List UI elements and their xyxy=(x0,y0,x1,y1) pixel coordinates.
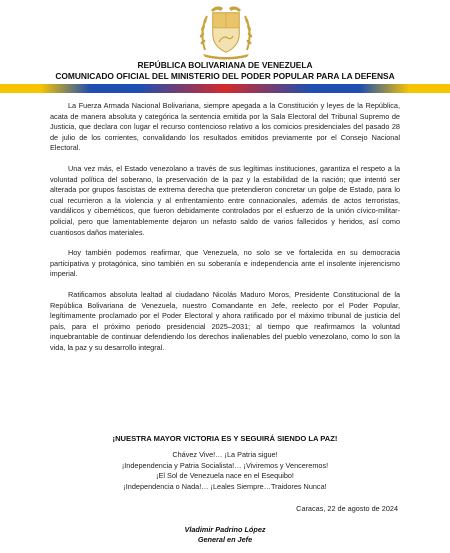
coat-of-arms-icon xyxy=(193,2,259,60)
slogan-line: Chávez Vive!… ¡La Patria sigue! xyxy=(172,450,278,459)
signatory-rank: General en Jefe xyxy=(197,535,253,544)
flag-stripe-right xyxy=(225,84,450,93)
signatory-name: Vladimir Padrino López xyxy=(184,525,266,534)
paragraph: Hoy también podemos reafirmar, que Venezuela, no solo se ve fortalecida en su democracia participativa y protagónica, sino también en su soberanía e independencia ante el insolente injerencismo imperial. xyxy=(50,248,400,279)
slogan-line: ¡Independencia y Patria Socialista!… ¡Viviremos y Venceremos! xyxy=(121,460,329,470)
header-republic: REPÚBLICA BOLIVARIANA DE VENEZUELA xyxy=(137,60,313,70)
communique-body xyxy=(50,101,400,363)
flag-stripe-left xyxy=(0,84,225,93)
paragraph: Ratificamos absoluta lealtad al ciudadano Nicolás Maduro Moros, Presidente Constitucional de la República Bolivariana de Venezuela, nuestro Comandante en Jefe, reelecto por el Poder Popular, legítimamente proclamado por el Poder Electoral y ahora ratificado por el máximo tribunal de justicia del país, para el próximo periodo presidencial 2025–2031; al tiempo que reafirmamos la voluntad inquebrantable de continuar defendiendo los derechos inalienables del pueblo venezolano, como lo son la vida, la paz y su desarrollo integral. xyxy=(50,289,400,352)
slogans-block xyxy=(0,450,450,492)
slogan-line: ¡El Sol de Venezuela nace en el Esequibo! xyxy=(156,471,294,481)
paragraph: La Fuerza Armada Nacional Bolivariana, siempre apegada a la Constitución y leyes de la República, acata de manera absoluta y categórica la sentencia emitida por la Sala Electoral del Tribunal Supremo de Justicia, que declara con lugar el recurso contencioso relativo a los comicios presidenciales del pasado 28 de julio de los corrientes, convalidando los resultados emitidos previamente por el Consejo Nacional Electoral. xyxy=(50,101,400,153)
paragraph: Una vez más, el Estado venezolano a través de sus legítimas instituciones, garantiza el respeto a la voluntad política del soberano, la preservación de la paz y la estabilidad de la nación; que intentó ser alterada por grupos fascistas de extrema derecha que pretendieron concretar un golpe de Estado, para lo cual recurrieron a la violencia y al enfrentamiento entre connacionales, además de actos terroristas, vandálicos y cibernéticos, que fueron debidamente controlados por el esfuerzo de la unión cívico-militar-policial, pero que lamentablemente dejaron un nefasto saldo de varios fallecidos y heridos, así como cuantiosos daños materiales. xyxy=(50,163,400,237)
header-communique-title: COMUNICADO OFICIAL DEL MINISTERIO DEL PODER POPULAR PARA LA DEFENSA xyxy=(55,71,395,81)
slogan-line: ¡Independencia o Nada!… ¡Leales Siempre…Traidores Nunca! xyxy=(123,481,327,491)
closing-motto: ¡NUESTRA MAYOR VICTORIA ES Y SEGUIRÁ SIENDO LA PAZ! xyxy=(112,434,338,443)
date-line: Caracas, 22 de agosto de 2024 xyxy=(296,504,398,513)
